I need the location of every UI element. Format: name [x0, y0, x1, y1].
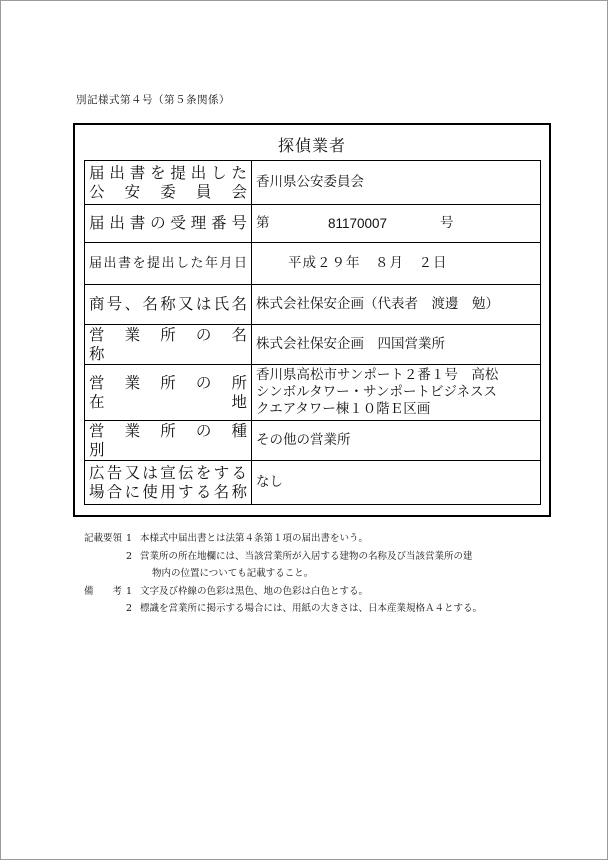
note-text: 本様式中届出書とは法第４条第１項の届出書をいう。	[140, 533, 369, 544]
note-continuation: 物内の位置についても記載すること。	[152, 568, 314, 579]
notes-section	[84, 530, 554, 618]
value-office-address	[252, 365, 541, 421]
label-receipt-number: 届出書の受理番号	[85, 205, 252, 243]
address-line: クエアタワー棟１０階Ｅ区画	[256, 401, 431, 417]
note-text: 営業所の所在地欄には、当該営業所が入居する建物の名称及び当該営業所の建	[140, 550, 473, 562]
value-commission: 香川県公安委員会	[252, 161, 541, 205]
info-table	[84, 160, 541, 505]
label-line: 場合に使用する名称	[89, 482, 247, 501]
note-text: 標識を営業所に掲示する場合には、用紙の大きさは、日本産業規格Ａ４とする。	[140, 603, 483, 614]
note-line	[84, 600, 554, 618]
sign-title: 探偵業者	[277, 136, 346, 155]
label-submission-date: 届出書を提出した年月日	[85, 243, 252, 285]
table-row	[85, 461, 541, 505]
note-line	[84, 583, 554, 601]
label-office-address: 営 業 所 の 所 在 地	[85, 365, 252, 421]
notes-heading-kisai: 記載要領	[84, 533, 123, 544]
sign-frame	[73, 123, 551, 517]
form-reference: 別記様式第４号（第５条関係）	[76, 94, 230, 106]
label-office-type: 営 業 所 の 種 別	[85, 421, 252, 461]
receipt-number: 81170007	[328, 216, 388, 231]
label-line: 広告又は宣伝をする	[89, 463, 247, 482]
note-number: 1	[126, 533, 133, 544]
number-suffix: 号	[440, 215, 454, 231]
table-row	[85, 243, 541, 285]
table-row	[85, 325, 541, 365]
table-row	[85, 205, 541, 243]
label-line: 公 安 委 員 会	[89, 182, 247, 201]
note-number: 2	[126, 550, 133, 562]
submission-date: 平成２９年 ８月 ２日	[288, 255, 448, 271]
note-line	[84, 548, 554, 566]
value-trade-name: 株式会社保安企画（代表者 渡邊 勉）	[252, 285, 541, 325]
table-row	[85, 421, 541, 461]
label-advertising-name	[85, 461, 252, 505]
note-number: 1	[126, 585, 133, 597]
label-commission	[85, 161, 252, 205]
table-row	[85, 285, 541, 325]
number-prefix: 第	[256, 215, 270, 231]
note-number: 2	[126, 603, 133, 614]
note-line	[84, 530, 554, 548]
label-trade-name: 商号、名称又は氏名	[85, 285, 252, 325]
address-line: 香川県高松市サンポート２番１号 高松	[256, 367, 499, 383]
label-office-name: 営 業 所 の 名 称	[85, 325, 252, 365]
value-submission-date	[252, 243, 541, 285]
table-row	[85, 365, 541, 421]
value-receipt-number	[252, 205, 541, 243]
address-line: シンボルタワー・サンポートビジネスス	[256, 384, 498, 400]
table-row	[85, 161, 541, 205]
value-advertising-name: なし	[252, 461, 541, 505]
value-office-type: その他の営業所	[252, 421, 541, 461]
notes-heading-biko: 備 考	[84, 585, 123, 597]
value-office-name: 株式会社保安企画 四国営業所	[252, 325, 541, 365]
note-text: 文字及び枠線の色彩は黒色、地の色彩は白色とする。	[140, 585, 369, 597]
label-line: 届出書を提出した	[89, 163, 247, 182]
